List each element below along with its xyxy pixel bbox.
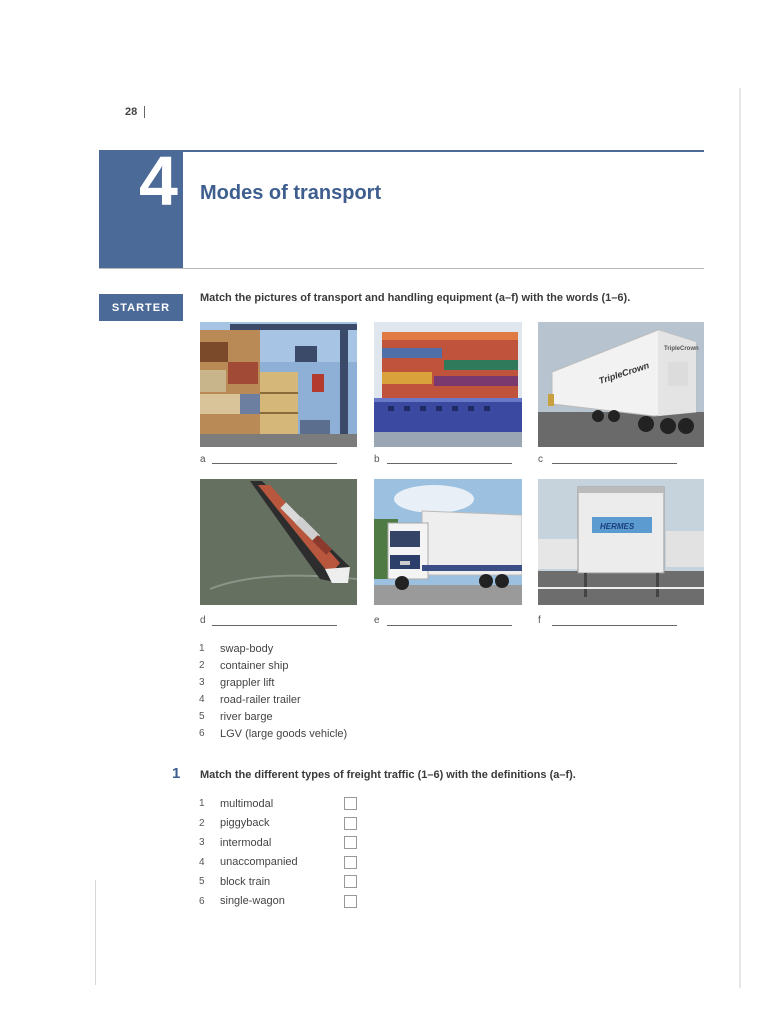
picture-letter-d: d	[200, 615, 206, 626]
page-number-divider	[144, 106, 145, 118]
picture-letter-c: c	[538, 454, 543, 465]
item-text: container ship	[220, 659, 289, 672]
list-item	[199, 674, 347, 691]
list-item	[199, 708, 347, 725]
list-item	[199, 892, 298, 912]
item-number: 6	[199, 728, 205, 739]
answer-box[interactable]	[344, 895, 357, 908]
answer-box[interactable]	[344, 797, 357, 810]
item-number: 6	[199, 895, 205, 907]
list-item	[199, 872, 298, 892]
trailer-brand-top-text: TripleCrown	[664, 346, 699, 352]
unit-title: Modes of transport	[200, 182, 382, 204]
answer-line-b[interactable]	[387, 463, 512, 464]
item-text: block train	[220, 875, 271, 888]
answer-box[interactable]	[344, 817, 357, 830]
trailer-brand-text: TripleCrown	[597, 360, 651, 386]
item-number: 3	[199, 837, 205, 849]
photo-f	[538, 479, 704, 605]
item-number: 2	[199, 817, 205, 829]
answer-box[interactable]	[344, 875, 357, 888]
picture-letter-a: a	[200, 454, 206, 465]
photo-c	[538, 322, 704, 447]
item-text: intermodal	[220, 836, 272, 849]
lgv-truck-photo	[374, 479, 522, 605]
list-item	[199, 725, 347, 742]
picture-letter-e: e	[374, 615, 380, 626]
item-number: 4	[199, 856, 205, 868]
answer-line-e[interactable]	[387, 625, 512, 626]
swapbody-brand-text: HERMES	[600, 522, 635, 531]
item-number: 4	[199, 694, 205, 705]
river-barge-photo	[200, 479, 357, 605]
list-item	[199, 794, 298, 814]
page-edge-right	[739, 88, 741, 988]
list-item	[199, 853, 298, 873]
photo-b	[374, 322, 522, 447]
item-number: 1	[199, 798, 205, 810]
unit-number-block	[99, 150, 183, 268]
page-edge-left	[95, 880, 96, 985]
list-item	[199, 691, 347, 708]
unit-number: 4	[139, 150, 178, 220]
list-item	[199, 640, 347, 657]
photo-a	[200, 322, 357, 447]
item-number: 3	[199, 677, 205, 688]
list-item	[199, 833, 298, 853]
item-text: single-wagon	[220, 895, 285, 908]
item-number: 5	[199, 711, 205, 722]
item-text: swap-body	[220, 642, 274, 655]
starter-instruction: Match the pictures of transport and handling equipment (a–f) with the words (1–6).	[200, 292, 631, 304]
item-number: 2	[199, 660, 205, 671]
item-text: multimodal	[220, 797, 274, 810]
picture-letter-f: f	[538, 615, 541, 626]
item-text: river barge	[220, 710, 273, 723]
answer-line-c[interactable]	[552, 463, 677, 464]
photo-e	[374, 479, 522, 605]
exercise-instruction: Match the different types of freight traffic (1–6) with the definitions (a–f).	[200, 769, 576, 781]
answer-box[interactable]	[344, 836, 357, 849]
answer-line-f[interactable]	[552, 625, 677, 626]
starter-badge: STARTER	[99, 294, 183, 321]
answer-box[interactable]	[344, 856, 357, 869]
item-text: LGV (large goods vehicle)	[220, 727, 348, 740]
answer-line-d[interactable]	[212, 625, 337, 626]
item-text: road-railer trailer	[220, 693, 301, 706]
container-ship-photo	[374, 322, 522, 447]
freight-traffic-list	[199, 794, 298, 911]
road-railer-trailer-photo	[538, 322, 704, 447]
item-number: 5	[199, 876, 205, 888]
list-item	[199, 657, 347, 674]
list-item	[199, 814, 298, 834]
item-text: grappler lift	[220, 676, 275, 689]
swap-body-photo	[538, 479, 704, 605]
answer-line-a[interactable]	[212, 463, 337, 464]
item-text: piggyback	[220, 817, 270, 830]
picture-letter-b: b	[374, 454, 380, 465]
header-rule-bottom	[99, 268, 704, 269]
exercise-number: 1	[172, 765, 181, 782]
item-number: 1	[199, 643, 205, 654]
header-rule-top	[183, 150, 704, 152]
item-text: unaccompanied	[220, 856, 298, 869]
page-number: 28	[125, 106, 138, 118]
photo-d	[200, 479, 357, 605]
starter-word-list	[199, 640, 347, 742]
container-crane-photo	[200, 322, 357, 447]
